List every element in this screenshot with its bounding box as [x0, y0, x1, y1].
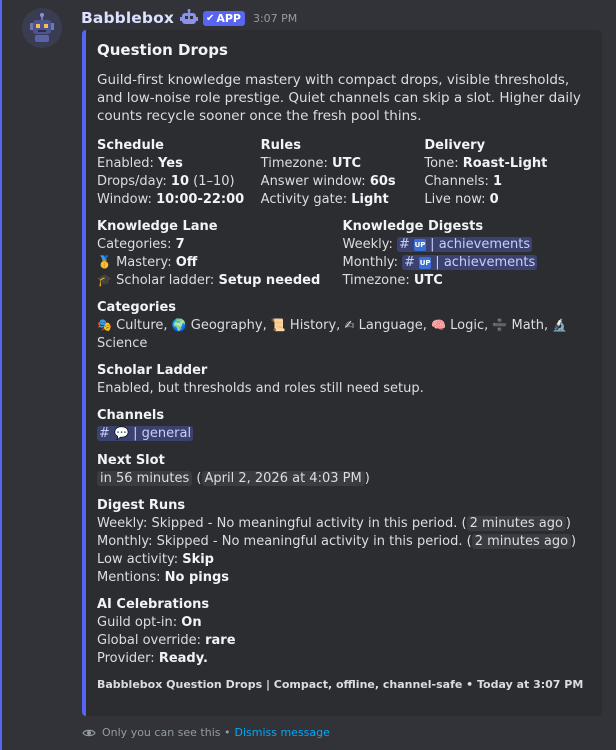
celebrations-optin: Guild opt-in: On	[97, 615, 202, 630]
username[interactable]: Babblebox	[81, 9, 174, 27]
digest-monthly: Monthly: # UP | achievements	[342, 255, 536, 270]
settings-row	[97, 137, 588, 209]
relative-time[interactable]: 2 minutes ago	[467, 516, 566, 531]
channel-mention-achievements[interactable]: # UP | achievements	[404, 255, 536, 270]
absolute-time[interactable]: April 2, 2026 at 4:03 PM	[202, 471, 365, 486]
field-name: Schedule	[97, 138, 164, 153]
schedule-window: Window: 10:00-22:00	[97, 192, 245, 207]
up-tag-icon: UP	[414, 241, 426, 249]
digest-timezone: Timezone: UTC	[342, 273, 443, 288]
delivery-channels: Channels: 1	[424, 174, 503, 189]
categories-list: 🎭 Culture, 🌍 Geography, 📜 History, ✍ Language, 🧠 Logic, ➗ Math, 🔬 Science	[97, 318, 568, 351]
digest-run-weekly: Weekly: Skipped - No meaningful activity in this period. ( 2 minutes ago )	[97, 516, 571, 531]
globe-icon: 🌍	[171, 318, 187, 332]
medal-icon: 🥇	[97, 255, 112, 269]
avatar[interactable]	[22, 8, 62, 48]
up-tag-icon: UP	[419, 259, 431, 267]
field-name: Next Slot	[97, 453, 165, 468]
delivery-tone: Tone: Roast-Light	[424, 156, 548, 171]
schedule-field	[97, 137, 261, 209]
dismiss-message-link[interactable]: Dismiss message	[234, 726, 330, 739]
embed	[82, 30, 602, 716]
message-highlight-bar	[0, 0, 2, 750]
lane-ladder: 🎓 Scholar ladder: Setup needed	[97, 273, 321, 288]
rules-timezone: Timezone: UTC	[260, 156, 361, 171]
ephemeral-notice	[82, 726, 330, 739]
field-name: Knowledge Lane	[97, 219, 218, 234]
divide-icon: ➗	[492, 318, 508, 332]
field-name: AI Celebrations	[97, 597, 210, 612]
knowledge-lane-field	[97, 218, 343, 290]
schedule-drops: Drops/day: 10 (1–10)	[97, 174, 235, 189]
delivery-live: Live now: 0	[424, 192, 499, 207]
digest-mentions: Mentions: No pings	[97, 570, 230, 585]
graduation-cap-icon: 🎓	[97, 273, 112, 287]
delivery-field	[424, 137, 588, 209]
field-name: Rules	[260, 138, 301, 153]
brain-icon: 🧠	[431, 318, 447, 332]
speech-bubble-icon: 💬	[114, 426, 129, 440]
embed-footer: Babblebox Question Drops | Compact, offline, channel-safe • Today at 3:07 PM	[97, 678, 584, 691]
scroll-icon: 📜	[270, 318, 286, 332]
lane-mastery: 🥇 Mastery: Off	[97, 255, 198, 270]
field-name: Digest Runs	[97, 498, 186, 513]
scholar-ladder-value: Enabled, but thresholds and roles still need setup.	[97, 381, 424, 396]
celebrations-provider: Provider: Ready.	[97, 651, 208, 666]
app-badge-label: APP	[216, 11, 241, 25]
knowledge-row	[97, 218, 588, 290]
rules-field	[261, 137, 425, 209]
ai-celebrations-field	[97, 596, 588, 668]
celebrations-override: Global override: rare	[97, 633, 236, 648]
digest-runs-field	[97, 497, 588, 587]
message-timestamp[interactable]: 3:07 PM	[252, 11, 298, 25]
channels-field	[97, 407, 588, 443]
embed-description: Guild-first knowledge mastery with compact drops, visible thresholds, and low-noise role prestige. Quiet channels can skip a slot. Higher daily counts recycle sooner once the fresh pool thins.	[97, 72, 581, 124]
check-icon: ✔	[205, 12, 215, 24]
app-badge	[203, 11, 245, 26]
categories-field	[97, 299, 588, 353]
lane-categories: Categories: 7	[97, 237, 185, 252]
writing-hand-icon: ✍	[344, 318, 355, 332]
channel-mention-general[interactable]: # 💬 | general	[99, 426, 192, 441]
microscope-icon: 🔬	[552, 318, 568, 332]
schedule-enabled: Enabled: Yes	[97, 156, 183, 171]
next-slot-field: Next Slot in 56 minutes ( April 2, 2026 at 4:03 PM )	[97, 452, 588, 488]
rules-activity-gate: Activity gate: Light	[260, 192, 389, 207]
field-name: Scholar Ladder	[97, 363, 208, 378]
ephemeral-text: Only you can see this •	[102, 726, 231, 739]
robot-avatar-icon	[22, 8, 62, 48]
relative-time[interactable]: in 56 minutes	[97, 471, 192, 486]
eye-icon	[82, 728, 96, 738]
embed-title: Question Drops	[97, 41, 228, 59]
channel-mention-achievements[interactable]: # UP | achievements	[399, 237, 531, 252]
message-header	[81, 8, 297, 28]
field-name: Channels	[97, 408, 165, 423]
digest-run-monthly: Monthly: Skipped - No meaningful activity in this period. ( 2 minutes ago )	[97, 534, 577, 549]
performing-arts-icon: 🎭	[97, 318, 112, 332]
knowledge-digests-field	[343, 218, 589, 290]
relative-time[interactable]: 2 minutes ago	[472, 534, 571, 549]
digest-weekly: Weekly: # UP | achievements	[342, 237, 531, 252]
digest-low-activity: Low activity: Skip	[97, 552, 214, 567]
field-name: Knowledge Digests	[342, 219, 484, 234]
field-name: Delivery	[424, 138, 486, 153]
rules-answer-window: Answer window: 60s	[260, 174, 396, 189]
scholar-ladder-field	[97, 362, 588, 398]
field-name: Categories	[97, 300, 177, 315]
bot-icon	[179, 9, 199, 27]
